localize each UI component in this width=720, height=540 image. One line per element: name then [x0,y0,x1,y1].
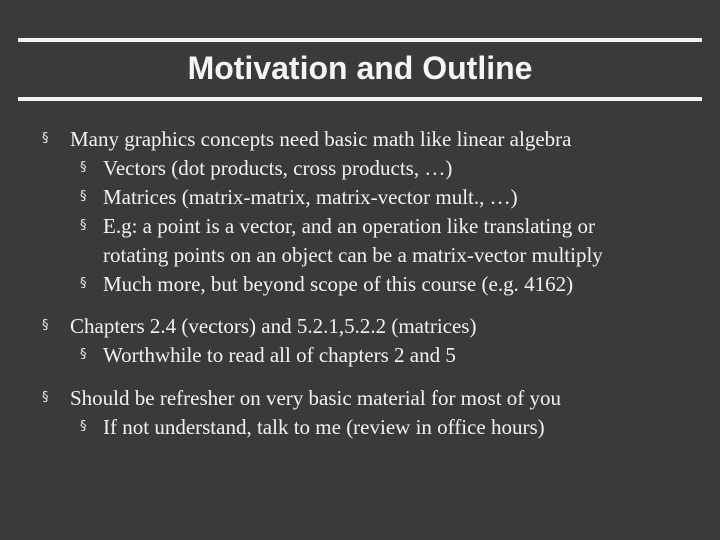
sub-bullet-icon: § [80,419,87,434]
sub-bullet-icon: § [80,218,87,233]
slide-title: Motivation and Outline [187,50,533,86]
bullet-3-sub-1: If not understand, talk to me (review in office hours) [103,415,545,439]
bullet-1-sub-3-line-2: rotating points on an object can be a matrix-vector multiply [103,243,603,267]
bullet-1-sub-4: Much more, but beyond scope of this course (e.g. 4162) [103,272,574,296]
bullet-1-text: Many graphics concepts need basic math like linear algebra [70,127,572,151]
sub-bullet-icon: § [80,189,87,204]
bullet-icon: § [42,390,49,405]
sub-bullet-icon: § [80,160,87,175]
sub-bullet-icon: § [80,347,87,362]
bullet-1-sub-3-line-1: E.g: a point is a vector, and an operation like translating or [103,214,595,238]
bullet-icon: § [42,131,49,146]
sub-bullet-icon: § [80,276,87,291]
bullet-2-sub-1: Worthwhile to read all of chapters 2 and 5 [103,343,456,367]
bullet-2-text: Chapters 2.4 (vectors) and 5.2.1,5.2.2 (matrices) [70,314,477,338]
bullet-3-text: Should be refresher on very basic material for most of you [70,386,562,410]
bullet-1-sub-2: Matrices (matrix-matrix, matrix-vector mult., …) [103,185,518,209]
bullet-icon: § [42,318,49,333]
bullet-1-sub-1: Vectors (dot products, cross products, …) [103,156,453,180]
